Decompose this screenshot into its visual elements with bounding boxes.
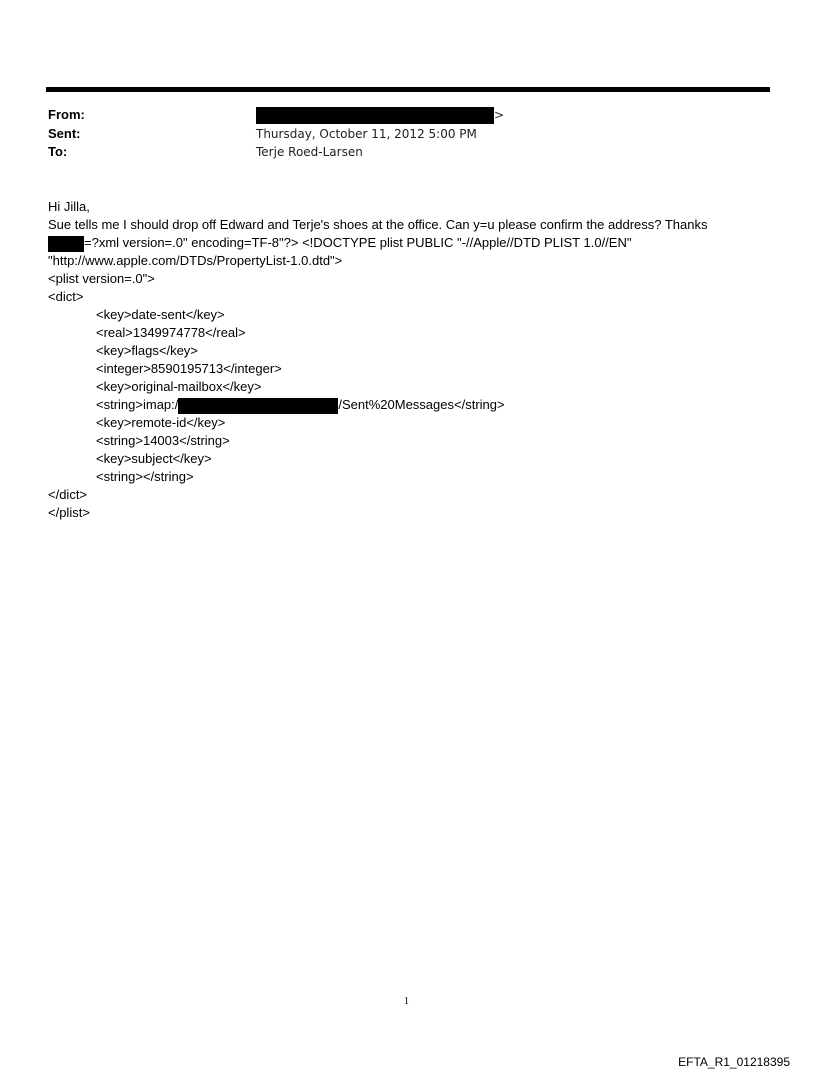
to-label: To:: [48, 144, 68, 159]
redaction-block: [256, 107, 494, 124]
to-value: Terje Roed-Larsen: [256, 145, 363, 159]
body-line-2: [48, 234, 708, 252]
redaction-block: [48, 236, 84, 252]
sent-value: Thursday, October 11, 2012 5:00 PM: [256, 127, 477, 141]
page-number: 1: [404, 996, 409, 1007]
greeting: Hi Jilla,: [48, 199, 90, 214]
redaction-block: [178, 398, 338, 414]
plist-entry: <key>remote-id</key>: [96, 415, 226, 430]
dict-close: </dict>: [48, 487, 88, 502]
plist-entry: <key>flags</key>: [96, 343, 198, 358]
plist-close: </plist>: [48, 505, 90, 520]
bates-number: EFTA_R1_01218395: [678, 1055, 790, 1069]
from-label: From:: [48, 107, 85, 122]
imap-suffix: /Sent%20Messages</string>: [338, 397, 505, 412]
from-suffix: >: [494, 108, 505, 122]
message-body: [48, 198, 708, 522]
body-line-2-text: =?xml version=.0" encoding=TF-8"?> <!DOCTYPE plist PUBLIC "-//Apple//DTD PLIST 1.0//EN": [84, 235, 632, 250]
plist-entry: <key>original-mailbox</key>: [96, 379, 262, 394]
plist-entry: <real>1349974778</real>: [96, 325, 246, 340]
plist-entry-imap: [48, 396, 708, 414]
plist-entry: <string>14003</string>: [96, 433, 230, 448]
body-line-3: "http://www.apple.com/DTDs/PropertyList-1.0.dtd">: [48, 253, 343, 268]
plist-entry: <string></string>: [96, 469, 194, 484]
header-rule: [46, 87, 770, 92]
plist-entry: <key>subject</key>: [96, 451, 212, 466]
body-line-1: Sue tells me I should drop off Edward and Terje's shoes at the office. Can y=u please confirm the address? Thanks: [48, 217, 708, 232]
from-value: [256, 106, 504, 124]
sent-label: Sent:: [48, 126, 81, 141]
plist-entry: <integer>8590195713</integer>: [96, 361, 282, 376]
imap-prefix: <string>imap:/: [96, 397, 179, 412]
plist-open: <plist version=.0">: [48, 271, 155, 286]
plist-entry: <key>date-sent</key>: [96, 307, 225, 322]
dict-open: <dict>: [48, 289, 84, 304]
